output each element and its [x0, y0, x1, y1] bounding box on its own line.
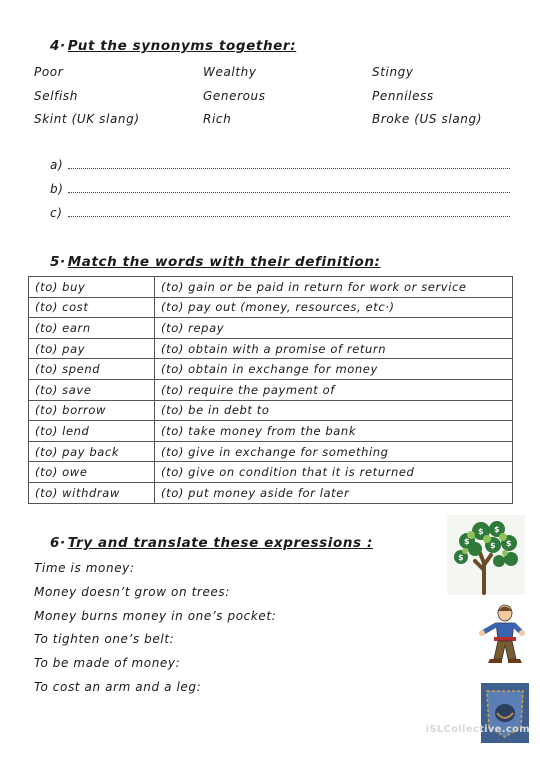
- definition-cell: (to) put money aside for later: [155, 482, 513, 503]
- svg-text:$: $: [458, 553, 464, 562]
- word-cell: (to) cost: [29, 297, 155, 318]
- word-cell: (to) pay back: [29, 441, 155, 462]
- answer-label: c): [50, 206, 63, 220]
- definition-cell: (to) give in exchange for something: [155, 441, 513, 462]
- dotted-line: [68, 159, 510, 169]
- word-cell: (to) owe: [29, 462, 155, 483]
- expression-item: Money burns money in one’s pocket:: [34, 609, 277, 623]
- synonym-word: Rich: [203, 112, 232, 126]
- section-4-title: Put the synonyms together:: [67, 38, 297, 54]
- definition-cell: (to) repay: [155, 318, 513, 339]
- synonym-word: Penniless: [372, 89, 434, 103]
- word-cell: (to) buy: [29, 277, 155, 298]
- definition-cell: (to) pay out (money, resources, etc·): [155, 297, 513, 318]
- section-5-heading: [50, 254, 381, 270]
- table-row: [29, 297, 513, 318]
- svg-text:$: $: [494, 525, 500, 534]
- definition-cell: (to) require the payment of: [155, 379, 513, 400]
- expression-item: Money doesn’t grow on trees:: [34, 585, 230, 599]
- svg-text:$: $: [464, 537, 470, 546]
- table-row: [29, 379, 513, 400]
- synonym-word: Generous: [203, 89, 266, 103]
- answer-line-c[interactable]: [50, 206, 510, 220]
- table-row: [29, 359, 513, 380]
- word-cell: (to) borrow: [29, 400, 155, 421]
- svg-text:$: $: [490, 541, 496, 550]
- synonym-word: Wealthy: [203, 65, 257, 79]
- svg-text:$: $: [478, 527, 484, 536]
- word-cell: (to) withdraw: [29, 482, 155, 503]
- word-cell: (to) earn: [29, 318, 155, 339]
- definition-cell: (to) give on condition that it is returned: [155, 462, 513, 483]
- word-cell: (to) lend: [29, 421, 155, 442]
- synonym-word: Broke (US slang): [372, 112, 482, 126]
- table-row: [29, 318, 513, 339]
- word-cell: (to) pay: [29, 338, 155, 359]
- section-5-number: 5·: [50, 254, 66, 270]
- answer-line-b[interactable]: [50, 182, 510, 196]
- money-tree-icon: [447, 515, 525, 595]
- section-6-title: Try and translate these expressions :: [67, 535, 373, 551]
- expression-item: To tighten one’s belt:: [34, 632, 175, 646]
- table-row: [29, 338, 513, 359]
- answer-line-a[interactable]: [50, 158, 510, 172]
- answer-label: b): [50, 182, 64, 196]
- section-5-title: Match the words with their definition:: [67, 254, 381, 270]
- dotted-line: [68, 207, 510, 217]
- synonym-word: Poor: [34, 65, 64, 79]
- expression-item: To cost an arm and a leg:: [34, 680, 202, 694]
- answer-label: a): [50, 158, 64, 172]
- watermark: iSLCollective.com: [425, 724, 530, 735]
- word-cell: (to) save: [29, 379, 155, 400]
- dotted-line: [68, 183, 510, 193]
- table-row: [29, 421, 513, 442]
- synonym-word: Stingy: [372, 65, 414, 79]
- tightening-belt-man-icon: [472, 603, 532, 665]
- table-row: [29, 482, 513, 503]
- definition-cell: (to) take money from the bank: [155, 421, 513, 442]
- section-6-number: 6·: [50, 535, 66, 551]
- expression-item: To be made of money:: [34, 656, 181, 670]
- section-6-heading: [50, 535, 373, 551]
- table-row: [29, 441, 513, 462]
- section-4-number: 4·: [50, 38, 66, 54]
- matching-table: [28, 276, 513, 504]
- synonym-word: Selfish: [34, 89, 78, 103]
- table-row: [29, 462, 513, 483]
- section-4-heading: [50, 38, 296, 54]
- word-cell: (to) spend: [29, 359, 155, 380]
- definition-cell: (to) obtain with a promise of return: [155, 338, 513, 359]
- definition-cell: (to) be in debt to: [155, 400, 513, 421]
- expression-item: Time is money:: [34, 561, 135, 575]
- definition-cell: (to) gain or be paid in return for work or service: [155, 277, 513, 298]
- definition-cell: (to) obtain in exchange for money: [155, 359, 513, 380]
- svg-text:$: $: [506, 539, 512, 548]
- table-row: [29, 400, 513, 421]
- table-row: [29, 277, 513, 298]
- synonym-word: Skint (UK slang): [34, 112, 140, 126]
